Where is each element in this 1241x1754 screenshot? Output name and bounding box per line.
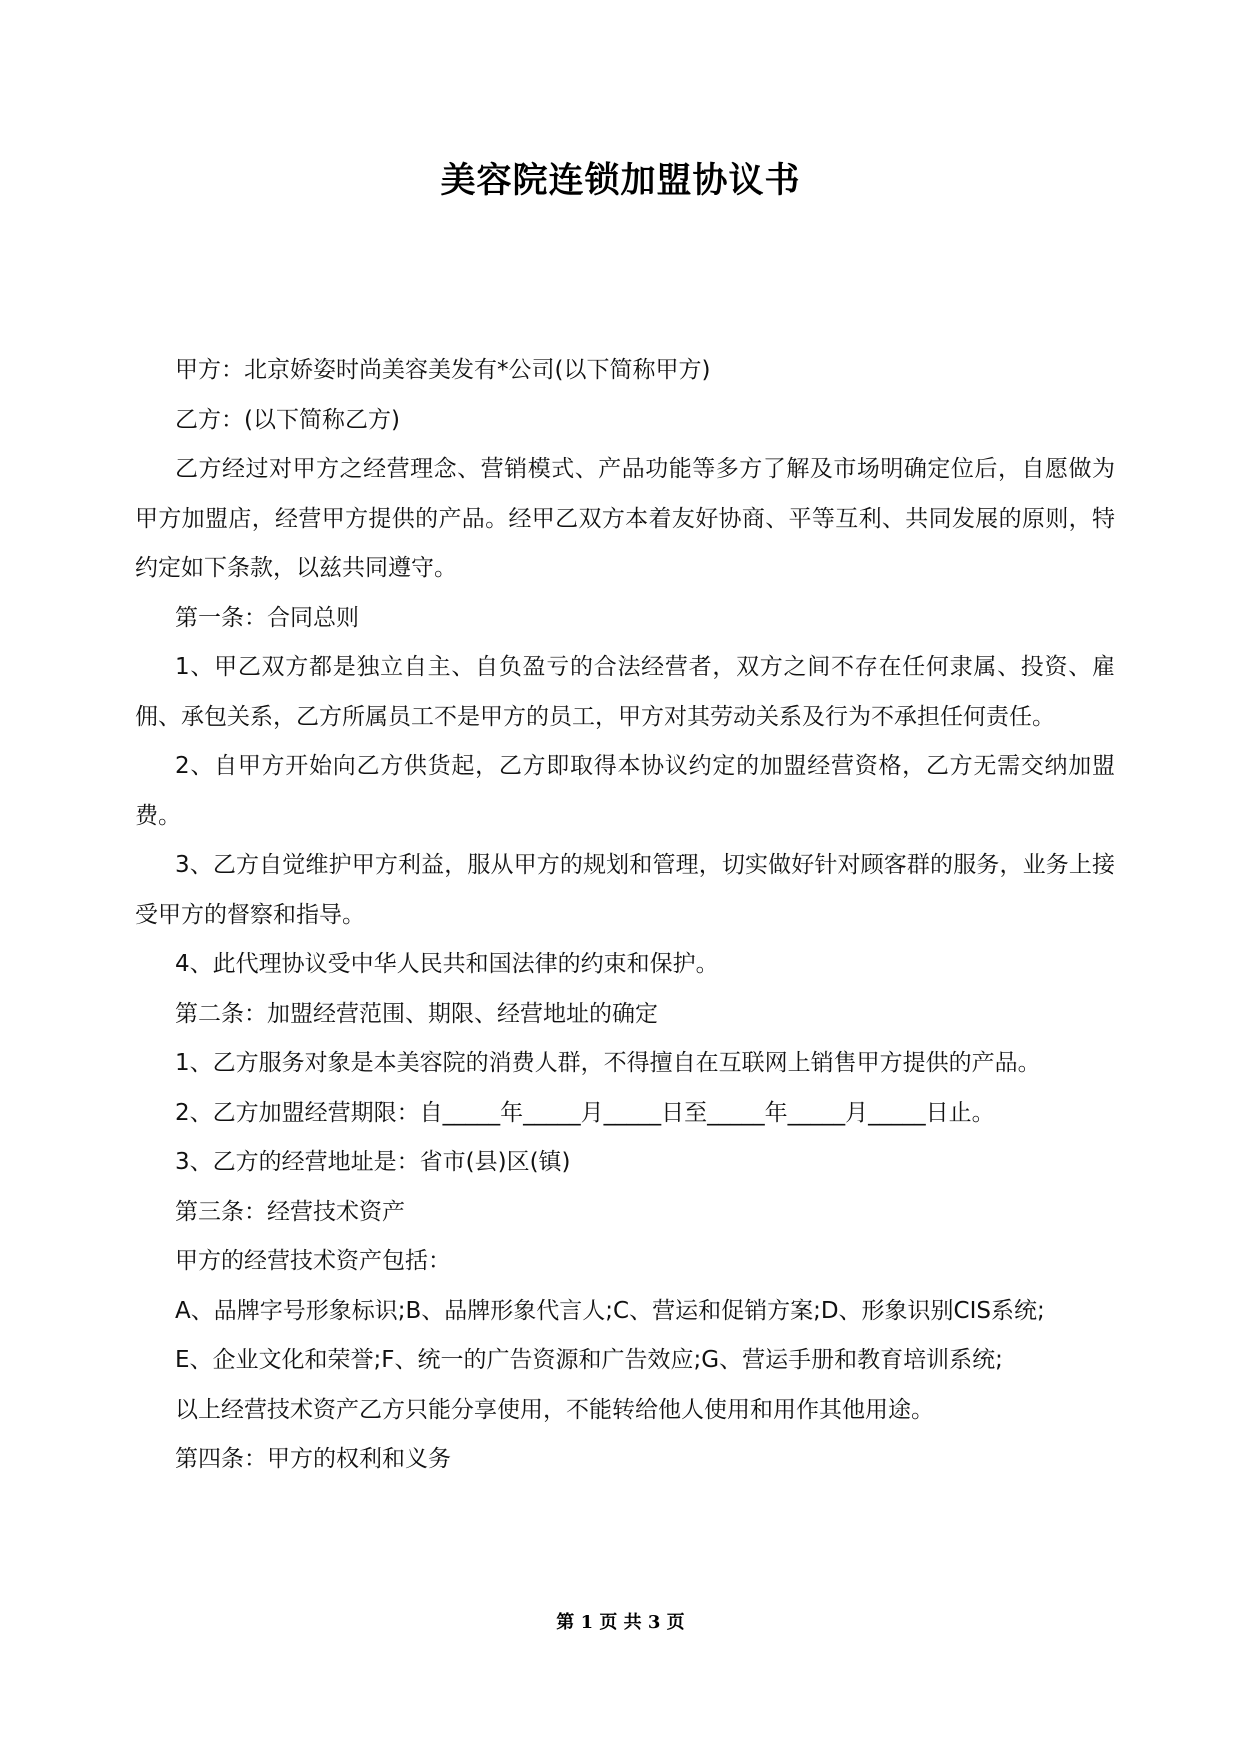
paragraph-article-2-item-2: 2、乙方加盟经营期限：自_____年_____月_____日至_____年_____月_____日止。 [175,1099,995,1126]
paragraph-party-a: 甲方：北京娇姿时尚美容美发有*公司(以下简称甲方) [175,357,711,383]
document-title: 美容院连锁加盟协议书 [440,161,801,201]
paragraph-article-3-note: 以上经营技术资产乙方只能分享使用，不能转给他人使用和用作其他用途。 [175,1396,934,1423]
paragraph-party-b: 乙方：(以下简称乙方) [175,406,400,433]
document-body [135,346,1115,1485]
page-number-footer: 第 1 页 共 3 页 [556,1612,685,1633]
section-heading-article-4: 第四条：甲方的权利和义务 [175,1446,451,1472]
paragraph-article-2-item-1: 1、乙方服务对象是本美容院的消费人群，不得擅自在互联网上销售甲方提供的产品。 [175,1050,1041,1076]
paragraph-article-1-item-3: 3、乙方自觉维护甲方利益，服从甲方的规划和管理，切实做好针对顾客群的服务，业务上接受甲方的督察和指导。 [135,852,1115,928]
paragraph-article-1-item-2: 2、自甲方开始向乙方供货起，乙方即取得本协议约定的加盟经营资格，乙方无需交纳加盟费。 [135,753,1115,829]
section-heading-article-2: 第二条：加盟经营范围、期限、经营地址的确定 [175,1000,658,1027]
paragraph-article-3-list-2: E、企业文化和荣誉;F、统一的广告资源和广告效应;G、营运手册和教育培训系统; [175,1347,1003,1373]
section-heading-article-3: 第三条：经营技术资产 [175,1198,405,1225]
paragraph-article-1-item-1: 1、甲乙双方都是独立自主、自负盈亏的合法经营者，双方之间不存在任何隶属、投资、雇佣、承包关系，乙方所属员工不是甲方的员工，甲方对其劳动关系及行为不承担任何责任。 [135,654,1115,730]
paragraph-preamble: 乙方经过对甲方之经营理念、营销模式、产品功能等多方了解及市场明确定位后，自愿做为甲方加盟店，经营甲方提供的产品。经甲乙双方本着友好协商、平等互利、共同发展的原则，特约定如下条款，以兹共同遵守。 [135,456,1115,581]
section-heading-article-1: 第一条：合同总则 [175,604,359,631]
paragraph-article-1-item-4: 4、此代理协议受中华人民共和国法律的约束和保护。 [175,951,719,977]
paragraph-article-2-item-3: 3、乙方的经营地址是：省市(县)区(镇) [175,1149,571,1175]
paragraph-article-3-list-1: A、品牌字号形象标识;B、品牌形象代言人;C、营运和促销方案;D、形象识别CIS系统; [175,1297,1045,1324]
paragraph-article-3-intro: 甲方的经营技术资产包括： [175,1248,451,1274]
